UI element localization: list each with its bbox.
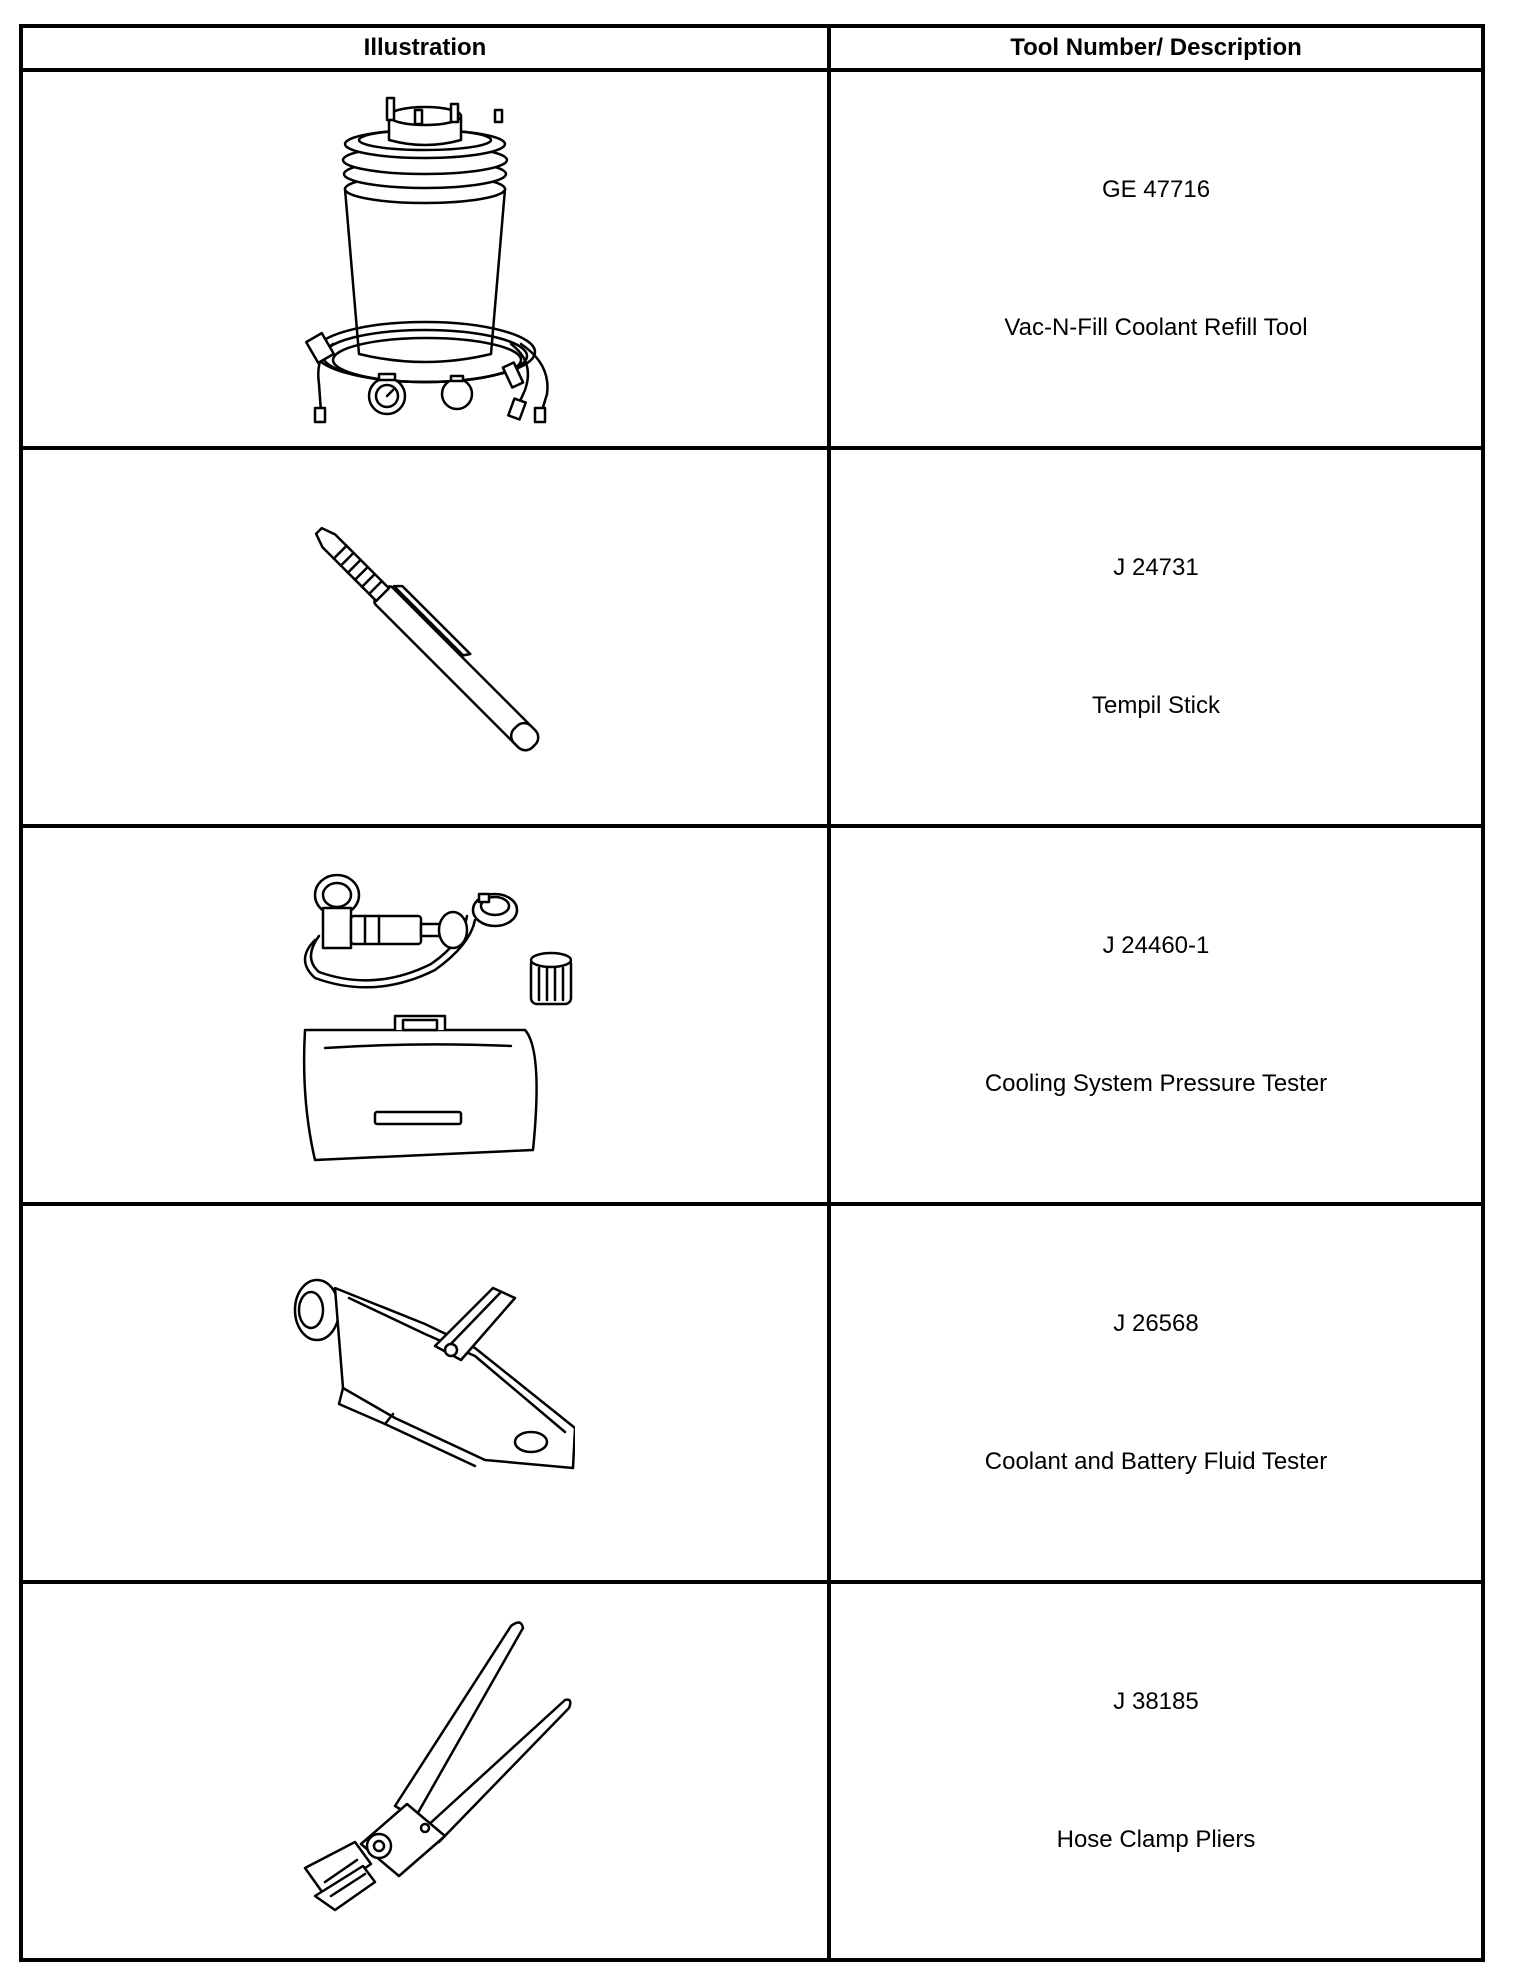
description-cell [829,1204,1483,1582]
illustration-cell [21,448,829,826]
illustration-cell [21,826,829,1204]
tool-number: J 24731 [1113,554,1199,581]
tool-description: Vac-N-Fill Coolant Refill Tool [1004,314,1308,341]
description-cell [829,1582,1483,1960]
hose-clamp-pliers-icon [275,1606,575,1936]
illustration-cell [21,1204,829,1582]
special-tools-table [19,24,1485,1962]
description-cell [829,70,1483,448]
fluid-tester-icon [275,1228,575,1558]
tool-number: J 26568 [1113,1310,1199,1337]
tool-number: J 38185 [1113,1688,1199,1715]
tool-number: GE 47716 [1101,176,1211,203]
tool-description: Coolant and Battery Fluid Tester [984,1448,1328,1475]
table-row [21,448,1483,826]
description-cell [829,448,1483,826]
table-row [21,70,1483,448]
tool-description: Hose Clamp Pliers [1056,1826,1256,1853]
illustration-cell [21,70,829,448]
table-row [21,1204,1483,1582]
illustration-cell [21,1582,829,1960]
tool-number: J 24460-1 [1102,932,1210,959]
illustration-header: Illustration [21,26,829,70]
table-row [21,1582,1483,1960]
table-header-row [21,26,1483,70]
tool-description-header: Tool Number/ Description [829,26,1483,70]
coolant-refill-tool-icon [275,94,575,424]
tool-description: Tempil Stick [1091,692,1221,719]
description-cell [829,826,1483,1204]
tool-description: Cooling System Pressure Tester [984,1070,1328,1097]
pressure-tester-icon [275,850,575,1180]
tempil-stick-icon [275,472,575,802]
table-row [21,826,1483,1204]
